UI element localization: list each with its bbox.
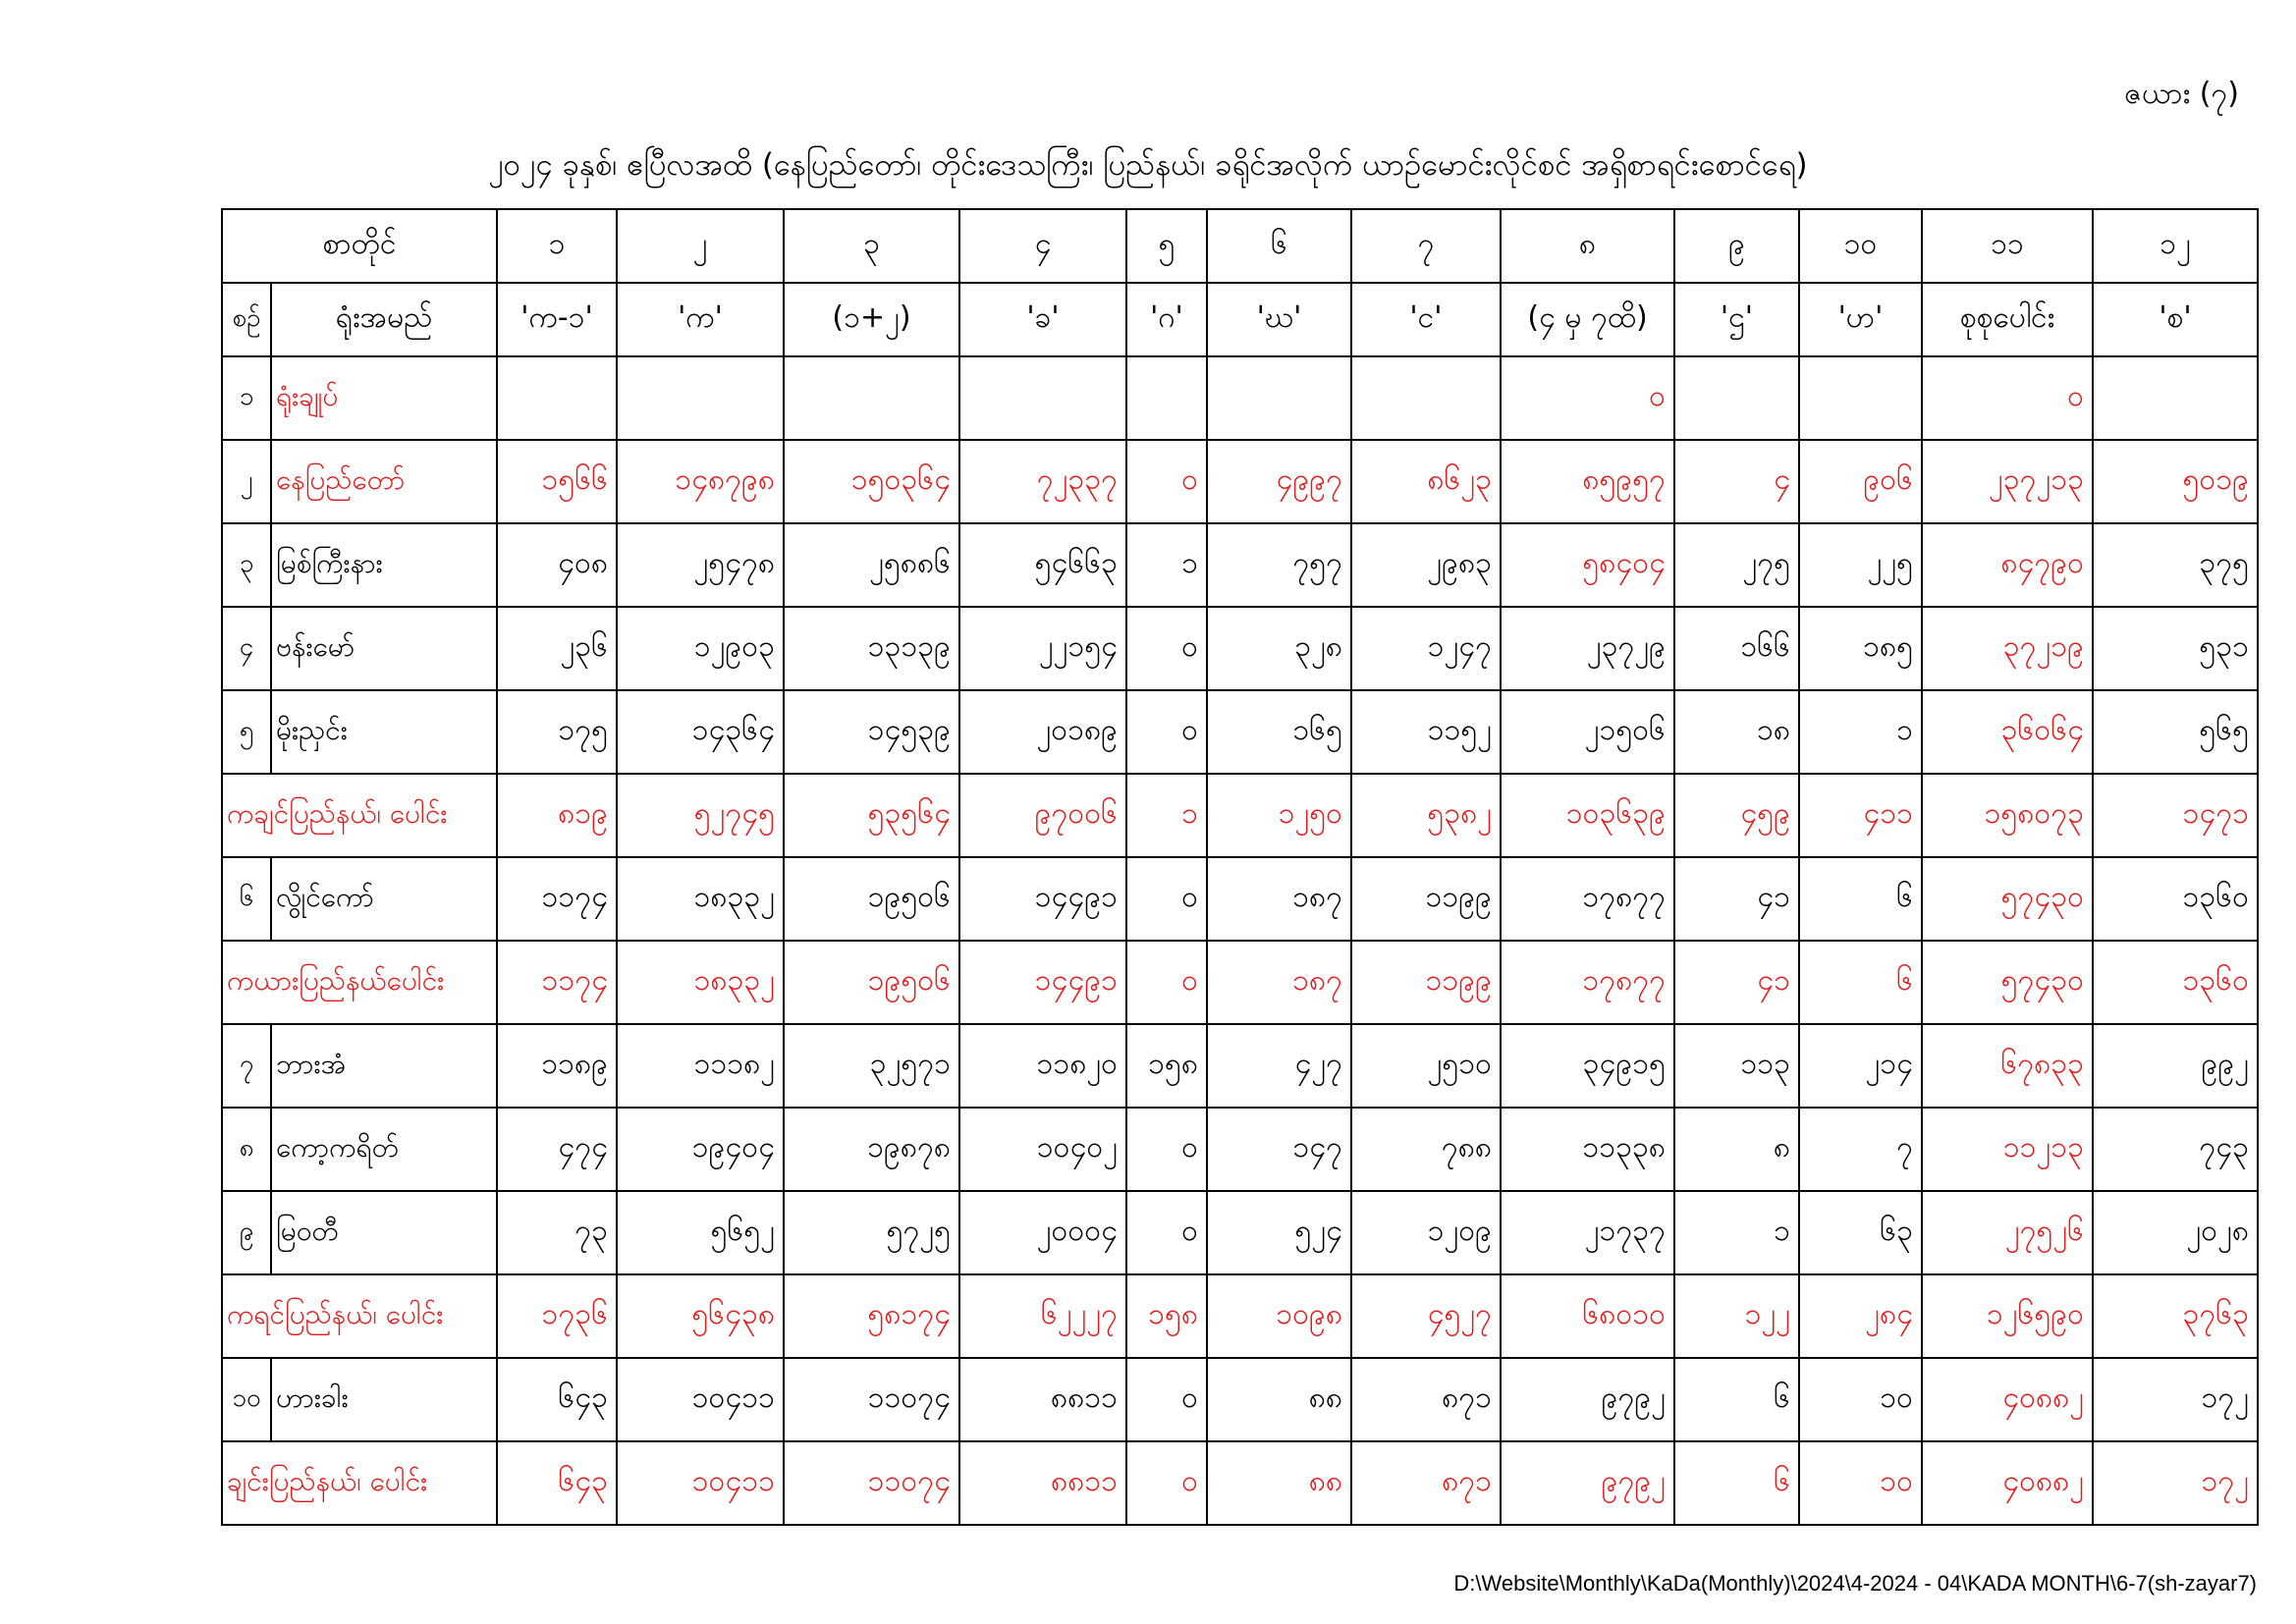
row-value: ၃၇၆၃ <box>2093 1274 2258 1358</box>
data-table <box>221 208 2259 1526</box>
row-value: ၂၁၄ <box>1799 1024 1922 1108</box>
table-row <box>222 1108 2258 1191</box>
row-value: ၂၇၅ <box>1674 523 1799 607</box>
header-col-type: (၁+၂) <box>784 283 959 356</box>
file-path: D:\Website\Monthly\KaDa(Monthly)\2024\4-2024 - 04\KADA MONTH\6-7(sh-zayar7) <box>1453 1571 2257 1596</box>
table-body <box>222 209 2258 1525</box>
row-name: မိုးညှင်း <box>271 690 497 774</box>
row-value: ၇၂၃၃၇ <box>959 440 1126 523</box>
row-value: ၀ <box>1922 356 2093 440</box>
header-col-number: ၂ <box>617 209 784 283</box>
row-value: ၉၇၉၂ <box>1501 1441 1674 1525</box>
row-value: ၇ <box>1799 1108 1922 1191</box>
header-row-numbers <box>222 209 2258 283</box>
row-value: ၁၂၀၉ <box>1351 1191 1501 1274</box>
row-value <box>1674 356 1799 440</box>
row-value: ၆၄၃ <box>497 1441 617 1525</box>
row-value: ၁၀၄၁၁ <box>617 1358 784 1441</box>
row-value: ၁၅၈ <box>1126 1274 1207 1358</box>
row-value: ၃၇၅ <box>2093 523 2258 607</box>
row-serial: ၉ <box>222 1191 271 1274</box>
header-col-label: စာတိုင် <box>222 209 497 283</box>
row-value <box>1207 356 1351 440</box>
row-value: ၉၇၀၀၆ <box>959 774 1126 857</box>
row-value: ၁ <box>1674 1191 1799 1274</box>
row-value: ၁၀ <box>1799 1441 1922 1525</box>
row-value: ၅၂၄ <box>1207 1191 1351 1274</box>
row-value: ၃၇၂၁၉ <box>1922 607 2093 690</box>
row-serial: ၄ <box>222 607 271 690</box>
row-name: နေပြည်တော် <box>271 440 497 523</box>
header-col-number: ၁၂ <box>2093 209 2258 283</box>
row-name: လွိုင်ကော် <box>271 857 497 941</box>
row-value: ၈၇၁ <box>1351 1441 1501 1525</box>
subtotal-row <box>222 774 2258 857</box>
row-value: ၁၈၃၃၂ <box>617 941 784 1024</box>
row-value: ၁၃၆၀ <box>2093 941 2258 1024</box>
row-value: ၁၆၅ <box>1207 690 1351 774</box>
row-value <box>1351 356 1501 440</box>
row-value: ၅၃၈၂ <box>1351 774 1501 857</box>
row-value: ၂၃၇၂၉ <box>1501 607 1674 690</box>
subtotal-row <box>222 1274 2258 1358</box>
row-value: ၁၃၆၀ <box>2093 857 2258 941</box>
row-serial: ၅ <box>222 690 271 774</box>
row-value: ၀ <box>1126 1191 1207 1274</box>
header-col-type: 'ဟ' <box>1799 283 1922 356</box>
row-value: ၁၇၅ <box>497 690 617 774</box>
row-serial: ၂ <box>222 440 271 523</box>
row-value: ၀ <box>1126 1358 1207 1441</box>
row-value: ၃၂၈ <box>1207 607 1351 690</box>
row-value: ၁၅၆၆ <box>497 440 617 523</box>
row-serial: ၁၀ <box>222 1358 271 1441</box>
row-value: ၁၀၄၀၂ <box>959 1108 1126 1191</box>
row-value: ၅၄၆၆၃ <box>959 523 1126 607</box>
row-value: ၂၀၁၈၉ <box>959 690 1126 774</box>
header-col-number: ၈ <box>1501 209 1674 283</box>
row-name: မြစ်ကြီးနား <box>271 523 497 607</box>
table-row <box>222 523 2258 607</box>
row-value: ၂၅၈၈၆ <box>784 523 959 607</box>
row-value: ၁၀၄၁၁ <box>617 1441 784 1525</box>
header-col-type: 'က-၁' <box>497 283 617 356</box>
header-col-number: ၃ <box>784 209 959 283</box>
row-value: ၀ <box>1126 607 1207 690</box>
row-value: ၈ <box>1674 1108 1799 1191</box>
row-value <box>959 356 1126 440</box>
row-value: ၁ <box>1126 523 1207 607</box>
row-value: ၃၄၉၁၅ <box>1501 1024 1674 1108</box>
row-name: ဟားခါး <box>271 1358 497 1441</box>
row-value: ၈၁၉ <box>497 774 617 857</box>
header-col-type: (၄ မှ ၇ထိ) <box>1501 283 1674 356</box>
row-value: ၆၄၃ <box>497 1358 617 1441</box>
row-name: ကယားပြည်နယ်ပေါင်း <box>222 941 497 1024</box>
row-value: ၃၆၀၆၄ <box>1922 690 2093 774</box>
table-row <box>222 607 2258 690</box>
row-value: ၂၃၆ <box>497 607 617 690</box>
row-value: ၁ <box>1799 690 1922 774</box>
header-row-types <box>222 283 2258 356</box>
row-value: ၉၉၂ <box>2093 1024 2258 1108</box>
row-value: ၅၂၇၄၅ <box>617 774 784 857</box>
header-col-type: 'က' <box>617 283 784 356</box>
row-value <box>1799 356 1922 440</box>
row-value: ၁၂၅၀ <box>1207 774 1351 857</box>
row-value: ၈၈၁၁ <box>959 1441 1126 1525</box>
header-col-number: ၅ <box>1126 209 1207 283</box>
row-value: ၁၄၈၇၉၈ <box>617 440 784 523</box>
row-value: ၁၄၄၉၁ <box>959 857 1126 941</box>
row-value: ၅၀၁၉ <box>2093 440 2258 523</box>
row-value <box>497 356 617 440</box>
row-value: ၄၀၈၈၂ <box>1922 1441 2093 1525</box>
row-value: ၁၀ <box>1799 1358 1922 1441</box>
header-col-number: ၄ <box>959 209 1126 283</box>
row-value: ၆ <box>1799 857 1922 941</box>
row-value: ၁၉၈၇၈ <box>784 1108 959 1191</box>
row-value: ၁၄၇၁ <box>2093 774 2258 857</box>
row-value: ၄၅၂၇ <box>1351 1274 1501 1358</box>
row-value: ၄၁ <box>1674 857 1799 941</box>
row-value: ၂၇၅၂၆ <box>1922 1191 2093 1274</box>
row-value: ၆၈၀၁၀ <box>1501 1274 1674 1358</box>
header-col-number: ၆ <box>1207 209 1351 283</box>
row-value: ၁၉၅၀၆ <box>784 857 959 941</box>
subtotal-row <box>222 941 2258 1024</box>
row-value: ၀ <box>1501 356 1674 440</box>
row-value: ၀ <box>1126 1108 1207 1191</box>
row-value: ၀ <box>1126 440 1207 523</box>
row-name: ရုံးချုပ် <box>271 356 497 440</box>
row-value: ၇၅၇ <box>1207 523 1351 607</box>
row-value: ၁၆၆ <box>1674 607 1799 690</box>
row-value: ၅၇၂၅ <box>784 1191 959 1274</box>
row-value: ၅၇၄၃၀ <box>1922 941 2093 1024</box>
row-value: ၂၂၅ <box>1799 523 1922 607</box>
row-value: ၁၈၇ <box>1207 857 1351 941</box>
row-value <box>2093 356 2258 440</box>
header-name-label: ရုံးအမည် <box>271 283 497 356</box>
subtotal-row <box>222 1441 2258 1525</box>
row-value: ၁၁၃၃၈ <box>1501 1108 1674 1191</box>
header-col-type: 'ဌ' <box>1674 283 1799 356</box>
row-value <box>784 356 959 440</box>
row-serial: ၇ <box>222 1024 271 1108</box>
row-value: ၁၈၅ <box>1799 607 1922 690</box>
table-row <box>222 1024 2258 1108</box>
row-value: ၁၁၇၄ <box>497 941 617 1024</box>
row-value: ၁၄၅၃၉ <box>784 690 959 774</box>
row-value <box>1126 356 1207 440</box>
row-value: ၁၁၇၄ <box>497 857 617 941</box>
row-value: ၈၈ <box>1207 1358 1351 1441</box>
page-title: ၂၀၂၄ ခုနှစ်၊ ဧပြီလအထိ (နေပြည်တော်၊ တိုင်းဒေသကြီး၊ ပြည်နယ်၊ ခရိုင်အလိုက် ယာဉ်မောင်းလိုင်စင် အရှိစာရင်းစောင်ရေ) <box>488 147 1808 183</box>
header-col-number: ၁ <box>497 209 617 283</box>
row-value: ၈၇၁ <box>1351 1358 1501 1441</box>
row-value: ၁၂၆၅၉၀ <box>1922 1274 2093 1358</box>
row-value: ၈၅၉၅၇ <box>1501 440 1674 523</box>
row-value: ၁၁၈၂၀ <box>959 1024 1126 1108</box>
row-value: ၂၀၀၀၄ <box>959 1191 1126 1274</box>
row-value: ၇၈၈ <box>1351 1108 1501 1191</box>
row-value: ၁၈၇ <box>1207 941 1351 1024</box>
table-row <box>222 857 2258 941</box>
row-value: ၉၇၉၂ <box>1501 1358 1674 1441</box>
row-value: ၂၉၈၃ <box>1351 523 1501 607</box>
row-value: ၁၇၃၆ <box>497 1274 617 1358</box>
row-value: ၁၁၅၂ <box>1351 690 1501 774</box>
row-value: ၅၃၁ <box>2093 607 2258 690</box>
row-value: ၁၄၄၉၁ <box>959 941 1126 1024</box>
row-name: ဗန်းမော် <box>271 607 497 690</box>
header-col-type: 'စ' <box>2093 283 2258 356</box>
row-value: ၄၁ <box>1674 941 1799 1024</box>
row-value: ၁၁၀၇၄ <box>784 1441 959 1525</box>
row-value: ၂၃၇၂၁၃ <box>1922 440 2093 523</box>
row-value: ၆ <box>1799 941 1922 1024</box>
row-name: ချင်းပြည်နယ်၊ ပေါင်း <box>222 1441 497 1525</box>
row-value: ၁၁၉၉ <box>1351 941 1501 1024</box>
row-value: ၂၁၅၀၆ <box>1501 690 1674 774</box>
row-value: ၁၅၀၃၆၄ <box>784 440 959 523</box>
row-value: ၁၄၇ <box>1207 1108 1351 1191</box>
row-value: ၅၆၅ <box>2093 690 2258 774</box>
row-value: ၄ <box>1674 440 1799 523</box>
row-value: ၁၁၈၉ <box>497 1024 617 1108</box>
table-row <box>222 690 2258 774</box>
row-value: ၄၀၈၈၂ <box>1922 1358 2093 1441</box>
row-value: ၁၂၂ <box>1674 1274 1799 1358</box>
row-value: ၃၂၅၇၁ <box>784 1024 959 1108</box>
row-name: ဘားအံ <box>271 1024 497 1108</box>
row-value: ၆၂၂၂၇ <box>959 1274 1126 1358</box>
row-serial: ၁ <box>222 356 271 440</box>
row-value: ၁၇၈၇၇ <box>1501 857 1674 941</box>
row-value: ၈၈ <box>1207 1441 1351 1525</box>
header-col-number: ၁၀ <box>1799 209 1922 283</box>
row-value: ၇၄၃ <box>2093 1108 2258 1191</box>
row-value: ၁၂၉၀၃ <box>617 607 784 690</box>
row-value: ၁၇၈၇၇ <box>1501 941 1674 1024</box>
row-value: ၂၅၄၇၈ <box>617 523 784 607</box>
header-col-number: ၉ <box>1674 209 1799 283</box>
row-value: ၁၁၉၉ <box>1351 857 1501 941</box>
row-name: မြဝတီ <box>271 1191 497 1274</box>
row-value: ၁၈ <box>1674 690 1799 774</box>
row-value: ၅၈၁၇၄ <box>784 1274 959 1358</box>
row-value: ၁၀၉၈ <box>1207 1274 1351 1358</box>
row-value: ၆ <box>1674 1358 1799 1441</box>
row-name: ကော့ကရိတ် <box>271 1108 497 1191</box>
row-value: ၈၆၂၃ <box>1351 440 1501 523</box>
row-value: ၁၁၃ <box>1674 1024 1799 1108</box>
row-value: ၄၀၈ <box>497 523 617 607</box>
row-value: ၅၆၄၃၈ <box>617 1274 784 1358</box>
header-col-type: 'ဃ' <box>1207 283 1351 356</box>
row-value: ၆၃ <box>1799 1191 1922 1274</box>
row-value: ၁၅၈၀၇၃ <box>1922 774 2093 857</box>
row-value: ၄၂၇ <box>1207 1024 1351 1108</box>
row-value: ၂၀၂၈ <box>2093 1191 2258 1274</box>
header-col-number: ၁၁ <box>1922 209 2093 283</box>
row-value <box>617 356 784 440</box>
header-sn-label: စဉ် <box>222 283 271 356</box>
row-value: ၀ <box>1126 857 1207 941</box>
table-label: ဇယား (၇) <box>2124 77 2239 111</box>
row-value: ၀ <box>1126 941 1207 1024</box>
row-serial: ၆ <box>222 857 271 941</box>
row-value: ၈၄၇၉၀ <box>1922 523 2093 607</box>
row-name: ကချင်ပြည်နယ်၊ ပေါင်း <box>222 774 497 857</box>
header-col-type: 'ဂ' <box>1126 283 1207 356</box>
row-value: ၁၁၂၁၃ <box>1922 1108 2093 1191</box>
row-value: ၁၂၄၇ <box>1351 607 1501 690</box>
row-value: ၈၈၁၁ <box>959 1358 1126 1441</box>
row-name: ကရင်ပြည်နယ်၊ ပေါင်း <box>222 1274 497 1358</box>
table-row <box>222 1358 2258 1441</box>
row-value: ၆ <box>1674 1441 1799 1525</box>
row-value: ၁၉၄၀၄ <box>617 1108 784 1191</box>
row-value: ၂၈၄ <box>1799 1274 1922 1358</box>
row-value: ၁၄၃၆၄ <box>617 690 784 774</box>
row-value: ၀ <box>1126 690 1207 774</box>
row-value: ၅၃၅၆၄ <box>784 774 959 857</box>
row-value: ၁၇၂ <box>2093 1358 2258 1441</box>
row-value: ၁ <box>1126 774 1207 857</box>
row-value: ၄၁၁ <box>1799 774 1922 857</box>
row-value: ၀ <box>1126 1441 1207 1525</box>
row-value: ၄၅၉ <box>1674 774 1799 857</box>
row-serial: ၃ <box>222 523 271 607</box>
row-value: ၄၉၉၇ <box>1207 440 1351 523</box>
row-value: ၄၇၄ <box>497 1108 617 1191</box>
row-value: ၇၃ <box>497 1191 617 1274</box>
header-col-number: ၇ <box>1351 209 1501 283</box>
row-value: ၂၅၁၀ <box>1351 1024 1501 1108</box>
table-row <box>222 440 2258 523</box>
row-value: ၁၀၃၆၃၉ <box>1501 774 1674 857</box>
row-value: ၂၂၁၅၄ <box>959 607 1126 690</box>
header-col-type: စုစုပေါင်း <box>1922 283 2093 356</box>
row-value: ၁၅၈ <box>1126 1024 1207 1108</box>
row-value: ၁၈၃၃၂ <box>617 857 784 941</box>
row-value: ၅၆၅၂ <box>617 1191 784 1274</box>
row-value: ၅၈၄၀၄ <box>1501 523 1674 607</box>
table-row <box>222 1191 2258 1274</box>
header-col-type: 'င' <box>1351 283 1501 356</box>
row-value: ၆၇၈၃၃ <box>1922 1024 2093 1108</box>
row-value: ၅၇၄၃၀ <box>1922 857 2093 941</box>
row-value: ၁၇၂ <box>2093 1441 2258 1525</box>
row-value: ၂၁၇၃၇ <box>1501 1191 1674 1274</box>
row-value: ၁၉၅၀၆ <box>784 941 959 1024</box>
row-value: ၁၁၀၇၄ <box>784 1358 959 1441</box>
row-value: ၉၀၆ <box>1799 440 1922 523</box>
row-value: ၁၁၁၈၂ <box>617 1024 784 1108</box>
row-value: ၁၃၁၃၉ <box>784 607 959 690</box>
header-col-type: 'ခ' <box>959 283 1126 356</box>
table-row <box>222 356 2258 440</box>
row-serial: ၈ <box>222 1108 271 1191</box>
